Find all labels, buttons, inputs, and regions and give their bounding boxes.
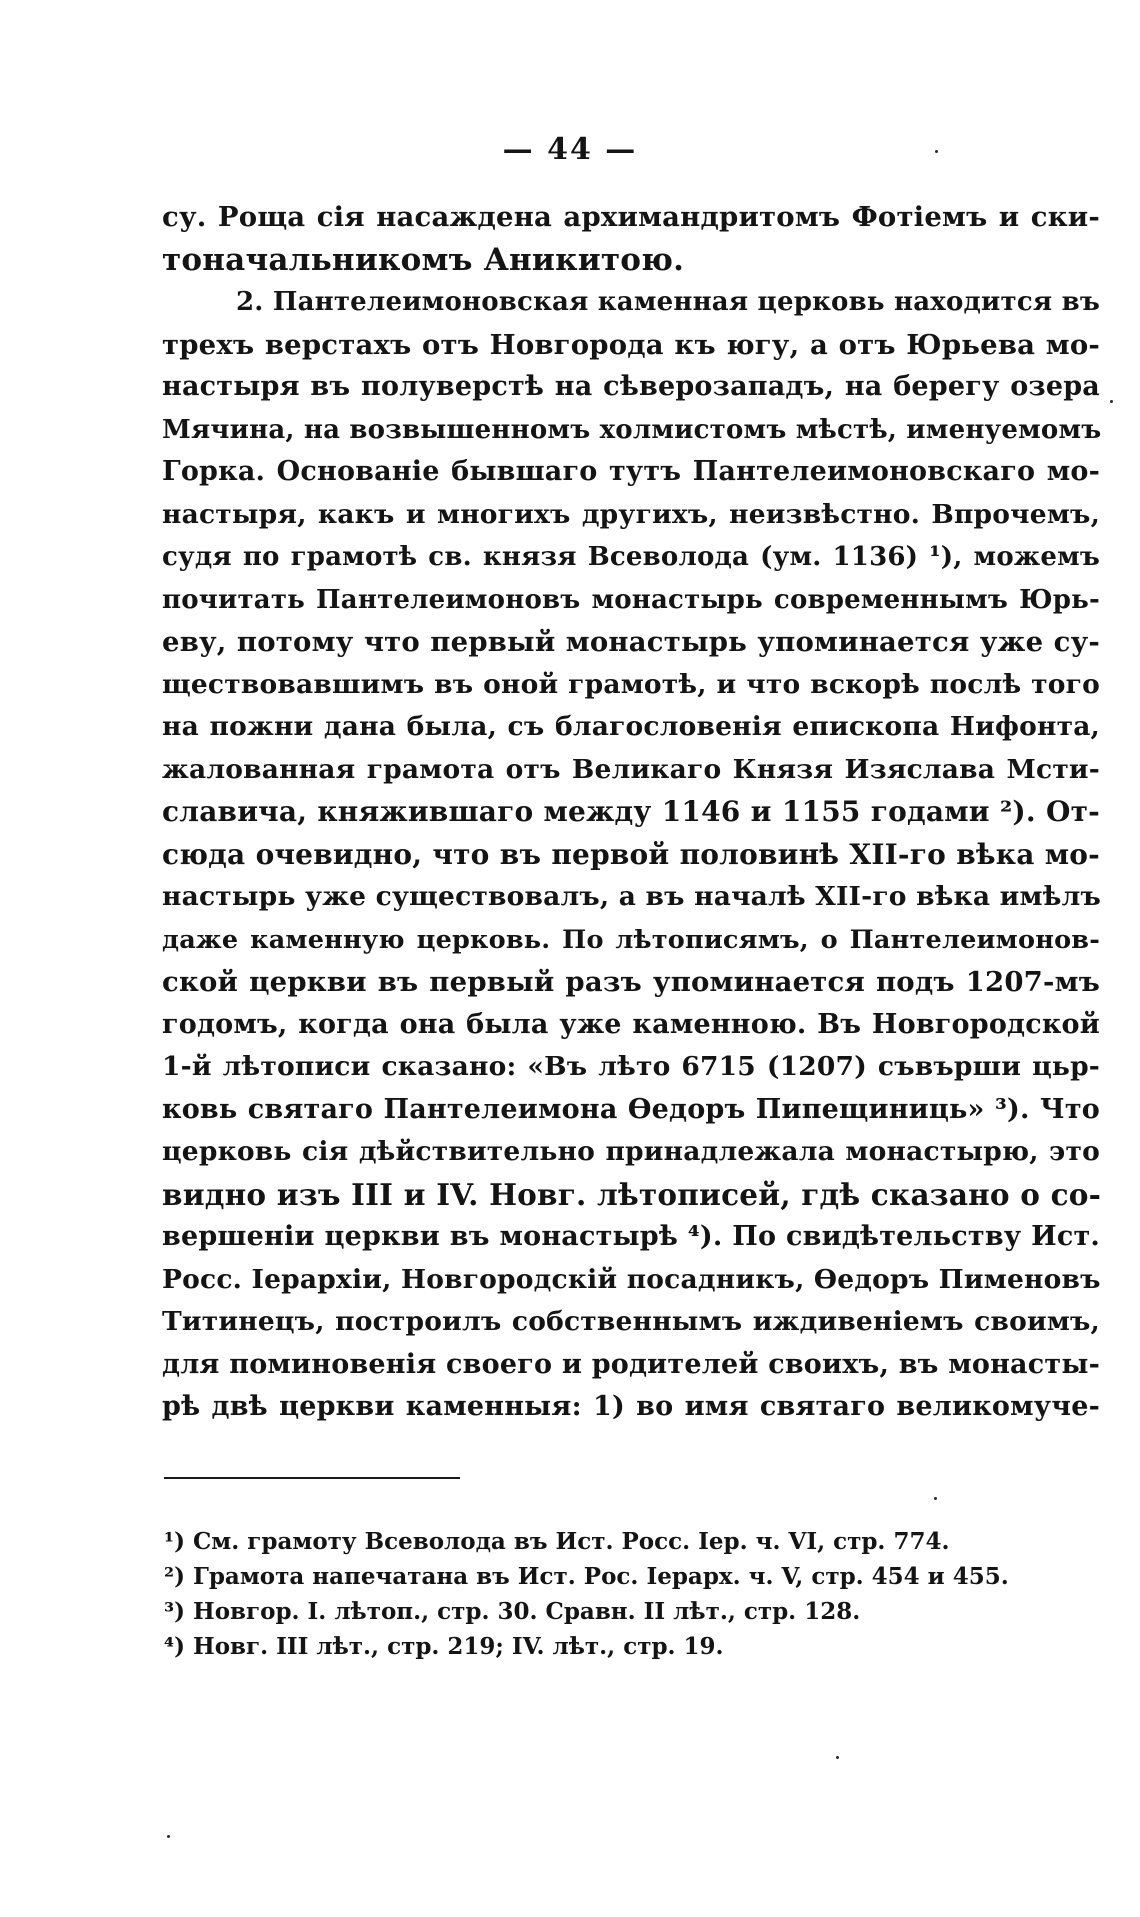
- text-line: рѣ двѣ церкви каменныя: 1) во имя святаго великомуче-: [162, 1391, 1100, 1422]
- text-line: Мячина, на возвышенномъ холмистомъ мѣстѣ, именуемомъ: [162, 414, 1102, 445]
- text-line: настыря въ полуверстѣ на сѣверозападъ, на берегу озера: [162, 371, 1100, 402]
- text-line: ковь святаго Пантелеимона Ѳедоръ Пипещиниць» ³). Что: [162, 1093, 1100, 1125]
- text-line: су. Роща сія насаждена архимандритомъ Фотіемъ и ски-: [162, 201, 1100, 233]
- print-speck: [935, 150, 938, 153]
- text-line: почитать Пантелеимоновъ монастырь современнымъ Юрь-: [162, 584, 1100, 615]
- text-line: вершеніи церкви въ монастырѣ ⁴). По свидѣтельству Ист.: [162, 1221, 1100, 1252]
- text-line: ской церкви въ первый разъ упоминается подъ 1207-мъ: [162, 966, 1100, 998]
- text-line: тоначальникомъ Аникитою.: [162, 241, 685, 278]
- text-line: Горка. Основаніе бывшаго тутъ Пантелеимоновскаго мо-: [162, 456, 1100, 487]
- text-line: настыря, какъ и многихъ другихъ, неизвѣстно. Впрочемъ,: [162, 498, 1100, 530]
- text-line: на пожни дана была, съ благословенія епископа Нифонта,: [162, 711, 1100, 742]
- text-line: Росс. Іерархіи, Новгородскій посадникъ, Ѳедоръ Пименовъ: [162, 1263, 1101, 1295]
- print-speck: [934, 1497, 937, 1500]
- text-line: даже каменную церковь. По лѣтописямъ, о Пантелеимонов-: [162, 924, 1100, 955]
- text-line: церковь сія дѣйствительно принадлежала монастырю, это: [162, 1136, 1100, 1167]
- footnote-4: ⁴) Новг. III лѣт., стр. 219; IV. лѣт., стр. 19.: [164, 1633, 724, 1660]
- text-line: сюда очевидно, что въ первой половинѣ XII-го вѣка мо-: [162, 837, 1100, 871]
- text-line: Титинецъ, построилъ собственнымъ иждивеніемъ своимъ,: [162, 1306, 1100, 1337]
- paragraph-start-line: 2. Пантелеимоновская каменная церковь находится въ: [236, 287, 1100, 317]
- text-line: видно изъ III и IV. Новг. лѣтописей, гдѣ сказано о со-: [162, 1176, 1102, 1212]
- text-line: еву, потому что первый монастырь упоминается уже су-: [162, 626, 1100, 658]
- print-speck: [167, 1835, 170, 1838]
- page-number: — 44 —: [502, 132, 638, 167]
- print-speck: [836, 1756, 839, 1759]
- main-text: [162, 196, 1100, 1429]
- footnote-3: ³) Новгор. I. лѣтоп., стр. 30. Сравн. II лѣт., стр. 128.: [164, 1598, 861, 1625]
- text-line: славича, княжившаго между 1146 и 1155 годами ²). От-: [162, 795, 1100, 828]
- footnote-1: ¹) См. грамоту Всеволода въ Ист. Росс. Іер. ч. VI, стр. 774.: [164, 1528, 950, 1555]
- text-line: 1-й лѣтописи сказано: «Въ лѣто 6715 (1207) съвърши цьр-: [162, 1051, 1100, 1082]
- text-line: ществовавшимъ въ оной грамотѣ, и что вскорѣ послѣ того: [162, 668, 1100, 700]
- text-line: годомъ, когда она была уже каменною. Въ Новгородской: [162, 1008, 1100, 1040]
- text-line: судя по грамотѣ св. князя Всеволода (ум. 1136) ¹), можемъ: [162, 542, 1100, 572]
- footnote-divider: [164, 1477, 460, 1479]
- text-line: для поминовенія своего и родителей своихъ, въ монасты-: [162, 1348, 1100, 1380]
- text-line: настырь уже существовалъ, а въ началѣ XII-го вѣка имѣлъ: [162, 881, 1101, 912]
- print-speck: [1110, 400, 1113, 403]
- footnote-2: ²) Грамота напечатана въ Ист. Рос. Іерарх. ч. V, стр. 454 и 455.: [164, 1563, 1009, 1590]
- text-line: трехъ верстахъ отъ Новгорода къ югу, а отъ Юрьева мо-: [162, 328, 1100, 361]
- footnotes: [164, 1524, 1064, 1664]
- text-line: жалованная грамота отъ Великаго Князя Изяслава Мсти-: [162, 753, 1100, 785]
